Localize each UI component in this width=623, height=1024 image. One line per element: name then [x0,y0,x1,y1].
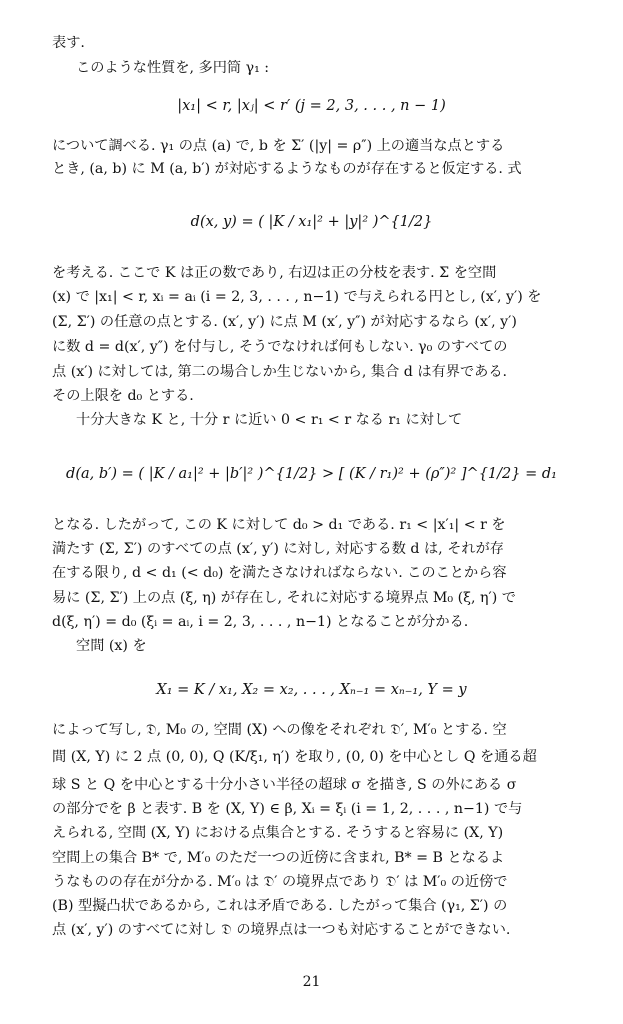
text-line: 球 S と Q を中心とする十分小さい半径の超球 σ を描き, S の外にある σ [52,777,517,793]
text-line: となる. したがって, この K に対して d₀ > d₁ である. r₁ < |x′₁| < r を [52,517,506,533]
text-line: 点 (x′) に対しては, 第二の場合しか生じないから, 集合 d は有界である. [52,364,508,380]
equation-inequality: d(a, b′) = ( |K / a₁|² + |b′|² )^{1/2} > [ (K / r₁)² + (ρ″)² ]^{1/2} = d₁ [66,466,557,482]
text-line: 間 (X, Y) に 2 点 (0, 0), Q (K/ξ₁, η′) を取り, (0, 0) を中心とし Q を通る超 [52,749,537,765]
text-line: 表す. [52,35,85,51]
page-number: 21 [302,974,321,990]
text-line: その上限を d₀ とする. [52,388,194,404]
text-line: うなものの存在が分かる. M′₀ は 𝔇′ の境界点であり 𝔇′ は M′₀ の近傍で [52,874,508,890]
text-line: について調べる. γ₁ の点 (a) で, b を Σ′ (|y| = ρ″) 上の適当な点とする [52,138,505,154]
equation-distance: d(x, y) = ( |K / x₁|² + |y|² )^{1/2} [190,214,433,230]
text-line: 易に (Σ, Σ′) 上の点 (ξ, η) が存在し, それに対応する境界点 M₀ (ξ, η′) で [52,590,516,606]
text-line: とき, (a, b) に M (a, b′) が対応するようなものが存在すると仮定する. 式 [52,161,522,177]
text-line: d(ξ, η′) = d₀ (ξᵢ = aᵢ, i = 2, 3, . . . , n−1) となることが分かる. [52,614,469,630]
text-line: 十分大きな K と, 十分 r に近い 0 < r₁ < r なる r₁ に対して [76,412,463,428]
text-line: えられる, 空間 (X, Y) における点集合とする. そうすると容易に (X, Y) [52,825,504,841]
text-line: によって写し, 𝔇, M₀ の, 空間 (X) への像をそれぞれ 𝔇′, M′₀ とする. 空 [52,722,507,738]
equation-mapping: X₁ = K / x₁, X₂ = x₂, . . . , Xₙ₋₁ = xₙ₋₁, Y = y [156,682,467,698]
equation-polycylinder: |x₁| < r, |xⱼ| < r′ (j = 2, 3, . . . , n − 1) [177,98,446,114]
text-line: 在する限り, d < d₁ (< d₀) を満たさなければならない. このことから容 [52,565,507,581]
text-line: (Σ, Σ′) の任意の点とする. (x′, y′) に点 M (x′, y″) が対応するなら (x′, y′) [52,314,517,330]
text-line: このような性質を, 多円筒 γ₁ : [76,60,270,76]
text-line: 空間 (x) を [76,638,147,654]
text-line: に数 d = d(x′, y″) を付与し, そうでなければ何もしない. γ₀ のすべての [52,339,508,355]
text-line: の部分でを β と表す. B を (X, Y) ∈ β, Xᵢ = ξᵢ (i = 1, 2, . . . , n−1) で与 [52,801,523,817]
text-line: を考える. ここで K は正の数であり, 右辺は正の分枝を表す. Σ を空間 [52,265,497,281]
text-line: 空間上の集合 B* で, M′₀ のただ一つの近傍に含まれ, B* = B となるよ [52,850,505,866]
text-line: (B) 型擬凸状であるから, これは矛盾である. したがって集合 (γ₁, Σ′) の [52,898,508,914]
text-line: 満たす (Σ, Σ′) のすべての点 (x′, y′) に対し, 対応する数 d は, それが存 [52,541,504,557]
text-line: 点 (x′, y′) のすべてに対し 𝔇 の境界点は一つも対応することができない. [52,922,511,938]
text-line: (x) で |x₁| < r, xᵢ = aᵢ (i = 2, 3, . . . , n−1) で与えられる円とし, (x′, y′) を [52,289,542,305]
